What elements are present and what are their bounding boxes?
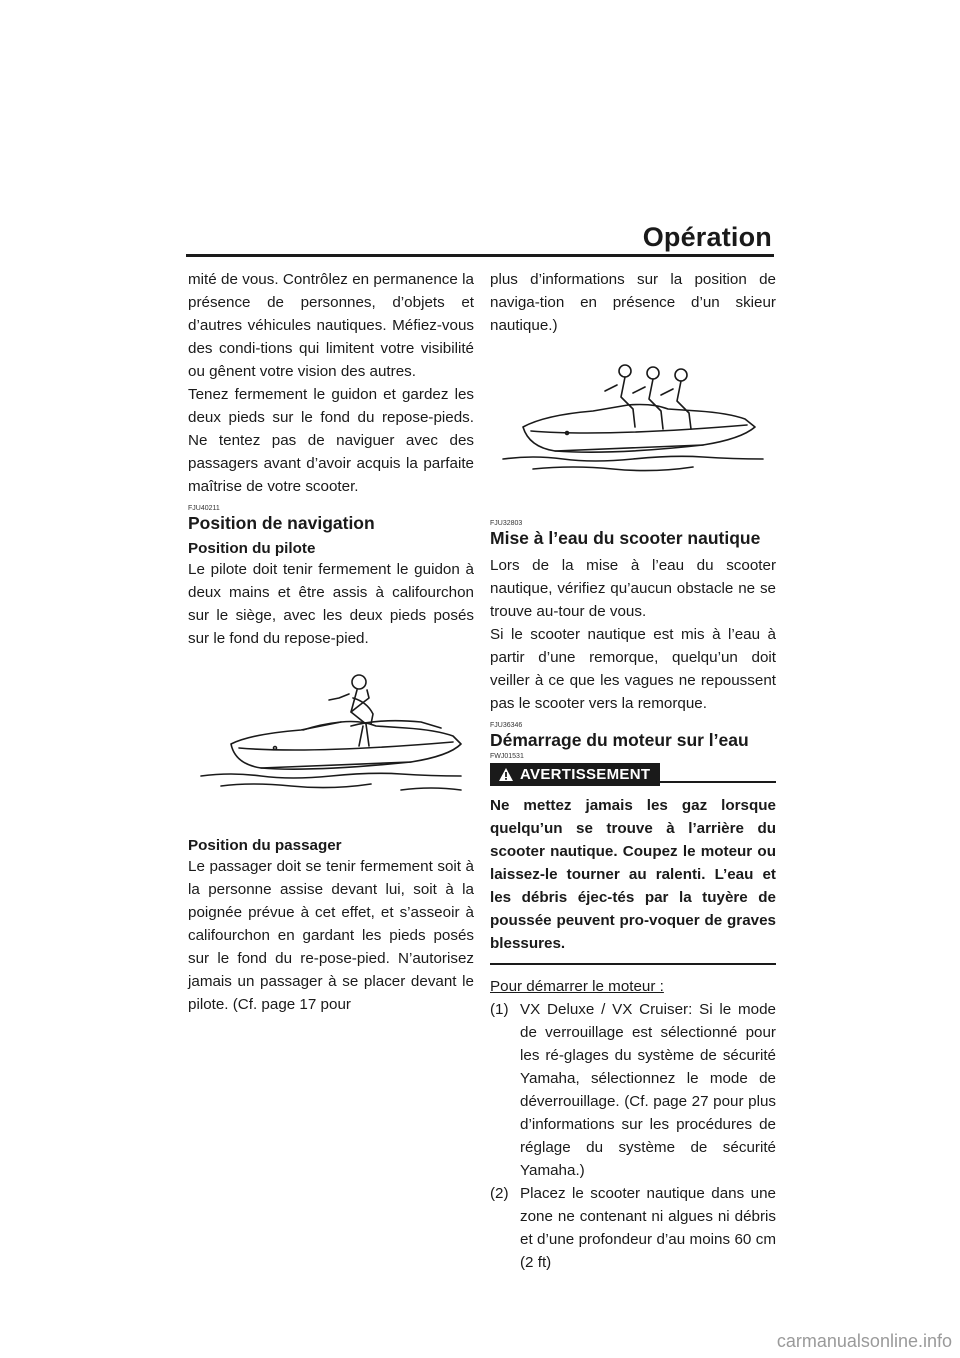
section-code: FJU40211 bbox=[188, 505, 220, 512]
subsection-title-passenger: Position du passager bbox=[188, 837, 342, 854]
pilot-paragraph: Le pilote doit tenir fermement le guidon à deux mains et être assis à califourchon sur le siège, avec les deux pieds posés sur le fond du repose-pied. bbox=[188, 561, 474, 647]
page-title: Opération bbox=[642, 222, 772, 252]
left-column bbox=[188, 268, 474, 1016]
warning-rule bbox=[490, 963, 776, 965]
section-title-navigation: Position de navigation bbox=[188, 513, 375, 533]
list-item: (2) Placez le scooter nautique dans une zone ne contenant ni algues ni débris et d’une profondeur d’au moins 60 cm (2 ft) bbox=[490, 1185, 776, 1271]
launch-paragraph-1: Lors de la mise à l’eau du scooter nautique, vérifiez qu’aucun obstacle ne se trouve au-tour de vous. bbox=[490, 557, 776, 620]
procedure-title: Pour démarrer le moteur : bbox=[490, 978, 664, 995]
warning-label bbox=[490, 763, 660, 786]
section-code: FJU32803 bbox=[490, 520, 523, 527]
warning-code: FWJ01531 bbox=[490, 753, 524, 760]
section-title-start: Démarrage du moteur sur l’eau bbox=[490, 730, 749, 750]
passenger-paragraph: Le passager doit se tenir fermement soit à la personne assise devant lui, soit à la poignée prévue à cet effet, et s’asseoir à califourchon en gardant les pieds posés sur le fond du re-pose-pied. N’autorisez jamais un passager à se placer devant le pilote. (Cf. page 17 pour bbox=[188, 858, 474, 1013]
footer-url[interactable]: carmanualsonline.info bbox=[776, 1331, 952, 1351]
warning-text: Ne mettez jamais les gaz lorsque quelqu’un se trouve à l’arrière du scooter nautique. Coupez le moteur ou laissez-le tourner au ralenti. L’eau et les débris éjec-tés par la tuyère de poussée peuvent pro-voquer de graves blessures. bbox=[490, 797, 776, 952]
subsection-title-pilot: Position du pilote bbox=[188, 540, 316, 557]
warning-line bbox=[660, 781, 776, 783]
header-rule bbox=[186, 254, 774, 257]
pilot-illustration bbox=[191, 664, 471, 814]
section-code: FJU36346 bbox=[490, 722, 523, 729]
passengers-illustration bbox=[493, 363, 773, 483]
intro-paragraph: mité de vous. Contrôlez en permanence la présence de personnes, d’objets et d’autres véhicules nautiques. Méfiez-vous des condi-tions qui limitent votre visibilité ou gênent votre vision des autres. bbox=[188, 271, 474, 380]
warning-label-text: AVERTISSEMENT bbox=[520, 766, 651, 783]
warning-header bbox=[490, 763, 776, 786]
launch-paragraph-2: Si le scooter nautique est mis à l’eau à partir d’une remorque, quelqu’un doit veiller à ce que les vagues ne repoussent pas le scooter vers la remorque. bbox=[490, 626, 776, 712]
continued-paragraph: plus d’informations sur la position de naviga-tion en présence d’un skieur nautique.) bbox=[490, 271, 776, 334]
procedure-steps bbox=[490, 998, 776, 1274]
right-column bbox=[490, 268, 776, 1274]
section-title-launch: Mise à l’eau du scooter nautique bbox=[490, 528, 761, 548]
warning-triangle-icon bbox=[498, 767, 514, 782]
list-item: (1) VX Deluxe / VX Cruiser: Si le mode de verrouillage est sélectionné pour les ré-glages du système de sécurité Yamaha, sélectionnez le mode de déverrouillage. (Cf. page 27 pour plus d’informations sur les procédures de réglage du système de sécurité Yamaha.) bbox=[490, 1001, 776, 1179]
intro-paragraph-2: Tenez fermement le guidon et gardez les deux pieds sur le fond du repose-pieds. Ne tentez pas de naviguer avec des passagers avant d’avoir acquis la parfaite maîtrise de votre scooter. bbox=[188, 386, 474, 495]
